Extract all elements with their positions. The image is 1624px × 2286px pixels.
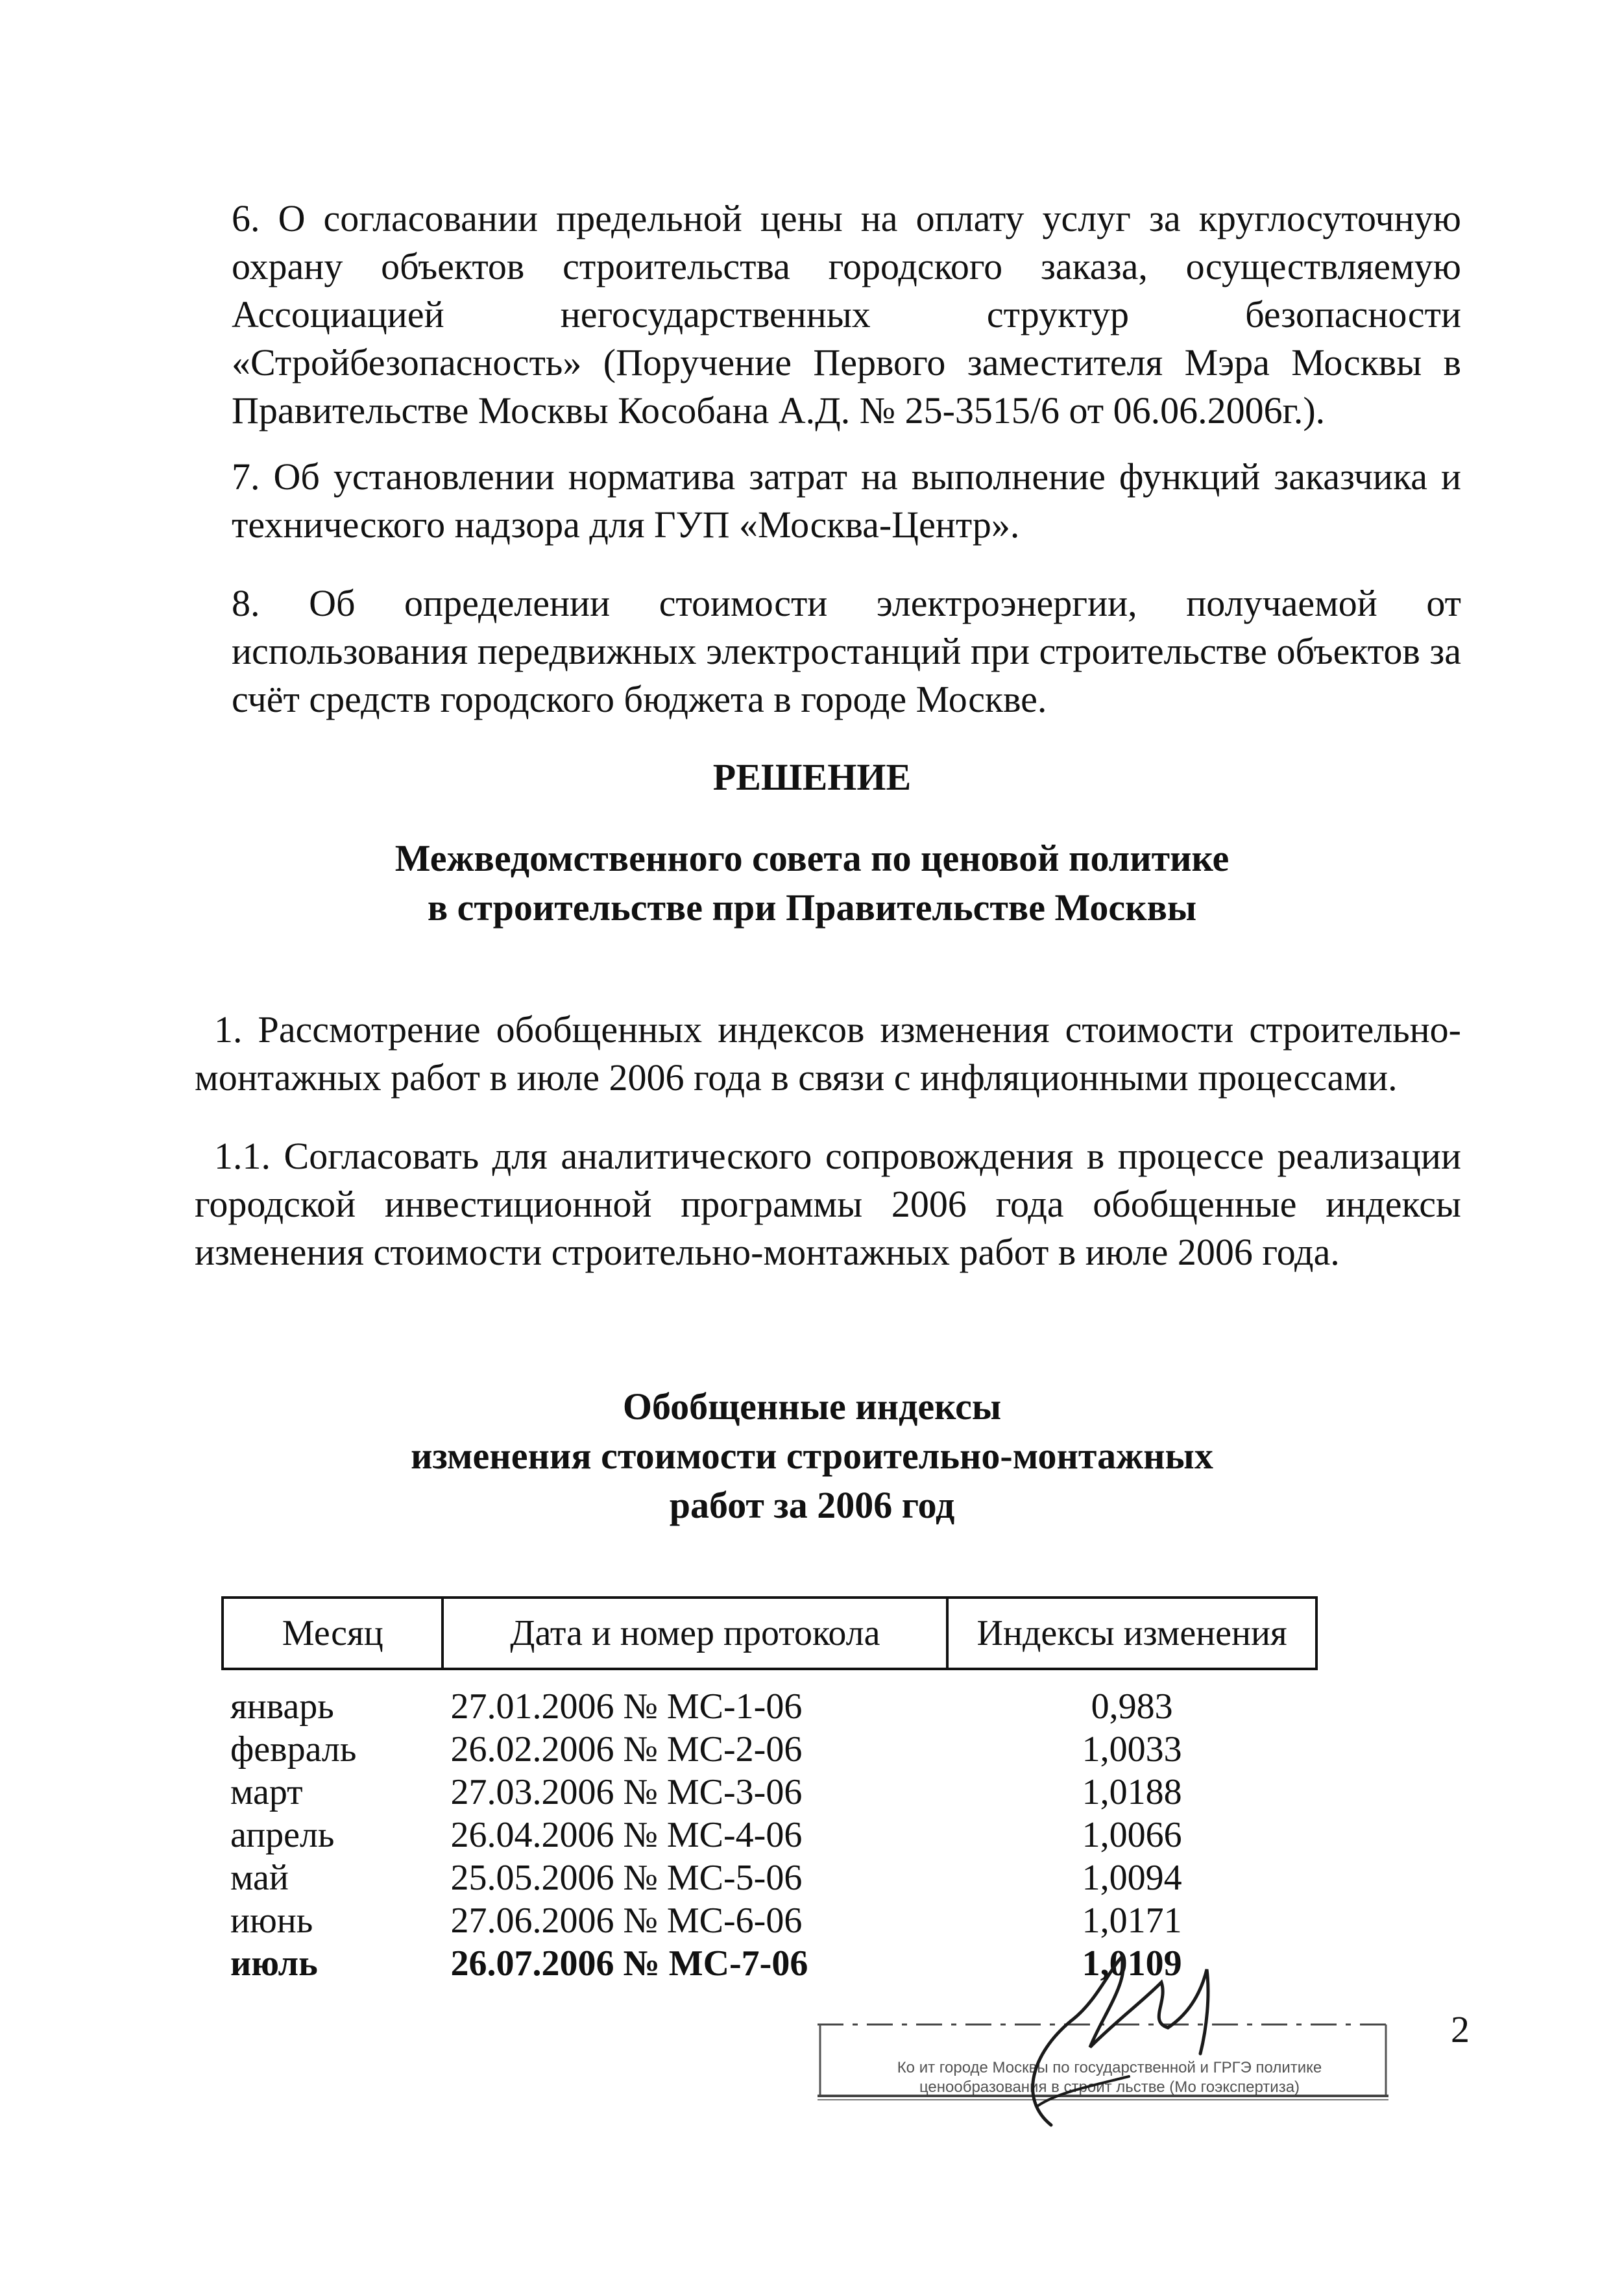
index-cell: 1,0066: [1082, 1815, 1182, 1855]
indices-table: [221, 1596, 1318, 1984]
page-number: 2: [1451, 2008, 1470, 2050]
index-cell: 1,0094: [1082, 1858, 1182, 1898]
decision-subtitle-line1: Межведомственного совета по ценовой политике: [394, 837, 1230, 879]
month-cell: июнь: [230, 1901, 313, 1941]
month-cell: февраль: [230, 1729, 357, 1769]
index-cell: 1,0188: [1082, 1772, 1182, 1812]
protocol-cell: 25.05.2006 № МС-5-06: [450, 1858, 803, 1898]
protocol-cell: 27.06.2006 № МС-6-06: [450, 1901, 803, 1941]
table-title-line3: работ за 2006 год: [669, 1484, 955, 1526]
protocol-cell: 26.07.2006 № МС-7-06: [450, 1943, 808, 1984]
table-title-line1: Обобщенные индексы: [622, 1385, 1002, 1428]
month-cell: май: [230, 1858, 289, 1898]
month-cell: апрель: [230, 1815, 335, 1855]
table-title-line2: изменения стоимости строительно-монтажных: [411, 1435, 1213, 1477]
decision-title: РЕШЕНИЕ: [712, 756, 912, 798]
month-cell: июль: [230, 1943, 318, 1984]
table-header-row: [223, 1598, 1316, 1669]
table-row: [223, 1770, 1316, 1813]
protocol-cell: 26.02.2006 № МС-2-06: [450, 1729, 803, 1769]
decision-point-1: 1. Рассмотрение обобщенных индексов изменения стоимости строительно-монтажных работ в июле 2006 года в связи с инфляционными процессами.: [195, 1008, 1461, 1099]
protocol-cell: 26.04.2006 № МС-4-06: [450, 1815, 803, 1855]
protocol-cell: 27.01.2006 № МС-1-06: [450, 1686, 803, 1727]
table-row: [223, 1899, 1316, 1941]
header-month: Месяц: [223, 1598, 442, 1669]
table-row: [223, 1727, 1316, 1770]
agenda-item-7: 7. Об установлении норматива затрат на выполнение функций заказчика и технического надзора для ГУП «Москва-Центр».: [232, 456, 1461, 546]
table-row: [223, 1813, 1316, 1856]
stamp-line1: Ко ит городе Москвы по государственной и ГРГЭ политике: [897, 2059, 1322, 2076]
index-cell: 1,0171: [1082, 1901, 1182, 1941]
header-index: Индексы изменения: [947, 1598, 1316, 1669]
month-cell: январь: [230, 1686, 334, 1727]
agenda-item-6: 6. О согласовании предельной цены на оплату услуг за круглосуточную охрану объектов строительства городского заказа, осуществляемую Ассоциацией негосударственных структур безопасности «Стройбезопасность» (Поручение Первого заместителя Мэра Москвы в Правительстве Москвы Кособана А.Д. № 25-3515/6 от 06.06.2006г.).: [232, 197, 1461, 432]
index-cell: 1,0109: [1082, 1943, 1182, 1984]
month-cell: март: [230, 1772, 303, 1812]
table-row: [223, 1669, 1316, 1727]
agenda-item-8: 8. Об определении стоимости электроэнергии, получаемой от использования передвижных электростанций при строительстве объектов за счёт средств городского бюджета в городе Москве.: [232, 582, 1461, 720]
protocol-cell: 27.03.2006 № МС-3-06: [450, 1772, 803, 1812]
decision-subtitle-line2: в строительстве при Правительстве Москвы: [427, 886, 1197, 929]
signature: [973, 1943, 1285, 2138]
table-row: [223, 1856, 1316, 1899]
stamp-line2: ценообразования в строит льстве (Мо гоэкспертиза): [919, 2078, 1300, 2096]
decision-point-1-1: 1.1. Согласовать для аналитического сопровождения в процессе реализации городской инвестиционной программы 2006 года обобщенные индексы изменения стоимости строительно-монтажных работ в июле 2006 года.: [195, 1135, 1461, 1273]
index-cell: 0,983: [1091, 1686, 1173, 1727]
index-cell: 1,0033: [1082, 1729, 1182, 1769]
header-protocol: Дата и номер протокола: [442, 1598, 947, 1669]
